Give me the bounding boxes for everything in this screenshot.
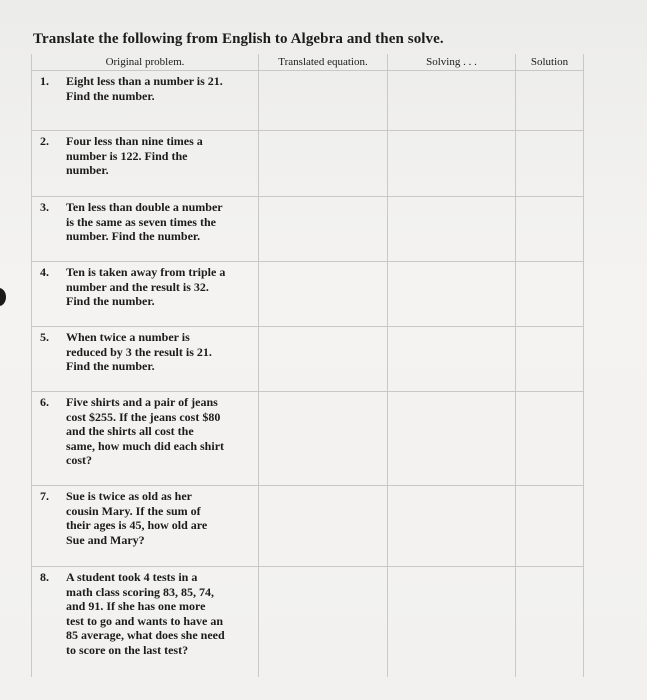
equation-cell[interactable] bbox=[259, 131, 388, 197]
equation-cell[interactable] bbox=[259, 262, 388, 327]
table-row bbox=[32, 327, 584, 392]
problem-number: 4. bbox=[40, 265, 49, 279]
problem-number: 6. bbox=[40, 395, 49, 409]
solving-cell[interactable] bbox=[388, 71, 516, 131]
problem-number: 8. bbox=[40, 570, 49, 584]
problem-cell bbox=[32, 71, 259, 131]
problem-text: Ten less than double a number is the same as seven times the number. Find the number. bbox=[66, 200, 223, 243]
equation-cell[interactable] bbox=[259, 197, 388, 262]
table-row bbox=[32, 197, 584, 262]
problem-text: Eight less than a number is 21. Find the number. bbox=[66, 74, 223, 103]
column-header-problem: Original problem. bbox=[32, 54, 259, 71]
solution-cell[interactable] bbox=[516, 71, 584, 131]
solution-cell[interactable] bbox=[516, 327, 584, 392]
problem-number: 1. bbox=[40, 74, 49, 88]
solution-cell[interactable] bbox=[516, 486, 584, 567]
equation-cell[interactable] bbox=[259, 71, 388, 131]
problem-number: 2. bbox=[40, 134, 49, 148]
problem-cell bbox=[32, 486, 259, 567]
solution-cell[interactable] bbox=[516, 262, 584, 327]
header-row bbox=[32, 54, 584, 71]
problem-number: 5. bbox=[40, 330, 49, 344]
solving-cell[interactable] bbox=[388, 327, 516, 392]
solving-cell[interactable] bbox=[388, 392, 516, 486]
equation-cell[interactable] bbox=[259, 486, 388, 567]
problem-cell bbox=[32, 262, 259, 327]
column-header-equation: Translated equation. bbox=[259, 54, 388, 71]
solving-cell[interactable] bbox=[388, 262, 516, 327]
problem-cell bbox=[32, 392, 259, 486]
table-row bbox=[32, 131, 584, 197]
solving-cell[interactable] bbox=[388, 197, 516, 262]
problem-cell bbox=[32, 197, 259, 262]
solution-cell[interactable] bbox=[516, 197, 584, 262]
problem-cell bbox=[32, 327, 259, 392]
solving-cell[interactable] bbox=[388, 486, 516, 567]
column-header-solution: Solution bbox=[516, 54, 584, 71]
table-row bbox=[32, 262, 584, 327]
problem-text: A student took 4 tests in a math class scoring 83, 85, 74, and 91. If she has one more test to go and wants to have an 85 average, what does she need to score on the last test? bbox=[66, 570, 225, 657]
table-row bbox=[32, 392, 584, 486]
solution-cell[interactable] bbox=[516, 392, 584, 486]
table-row bbox=[32, 71, 584, 131]
problem-text: Five shirts and a pair of jeans cost $255. If the jeans cost $80 and the shirts all cost the same, how much did each shirt cost? bbox=[66, 395, 225, 467]
problem-text: When twice a number is reduced by 3 the result is 21. Find the number. bbox=[66, 330, 212, 373]
problem-cell bbox=[32, 567, 259, 678]
equation-cell[interactable] bbox=[259, 327, 388, 392]
table-row bbox=[32, 567, 584, 678]
problem-number: 7. bbox=[40, 489, 49, 503]
equation-cell[interactable] bbox=[259, 392, 388, 486]
solution-cell[interactable] bbox=[516, 131, 584, 197]
problem-number: 3. bbox=[40, 200, 49, 214]
problem-text: Sue is twice as old as her cousin Mary. If the sum of their ages is 45, how old are Sue and Mary? bbox=[66, 489, 208, 547]
table-row bbox=[32, 486, 584, 567]
equation-cell[interactable] bbox=[259, 567, 388, 678]
problem-text: Four less than nine times a number is 122. Find the number. bbox=[66, 134, 203, 177]
solving-cell[interactable] bbox=[388, 131, 516, 197]
problem-table bbox=[31, 54, 584, 677]
problem-cell bbox=[32, 131, 259, 197]
solving-cell[interactable] bbox=[388, 567, 516, 678]
column-header-solving: Solving . . . bbox=[388, 54, 516, 71]
problem-text: Ten is taken away from triple a number and the result is 32. Find the number. bbox=[66, 265, 226, 308]
worksheet-title: Translate the following from English to Algebra and then solve. bbox=[33, 31, 444, 47]
solution-cell[interactable] bbox=[516, 567, 584, 678]
